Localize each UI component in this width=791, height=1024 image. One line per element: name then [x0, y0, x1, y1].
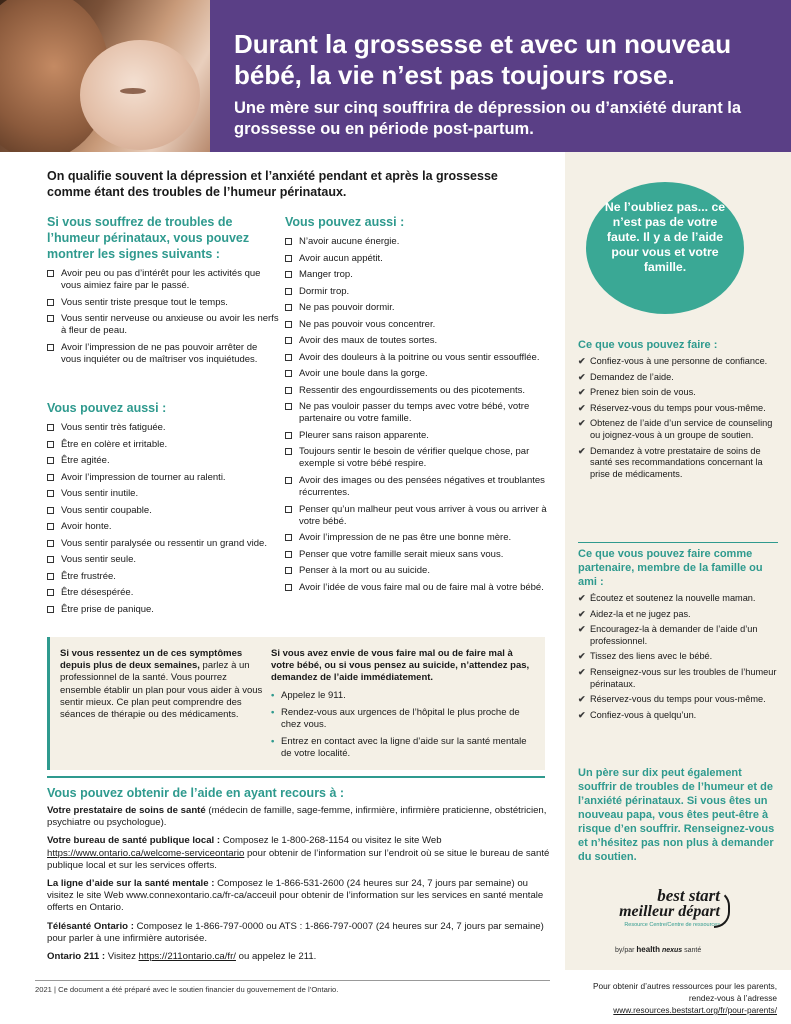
list-item: ✔ Confiez-vous à quelqu’un.: [578, 709, 697, 720]
checkbox-icon: [285, 370, 292, 377]
bullet-icon: •: [271, 736, 275, 748]
intro-text: On qualifie souvent la dépression et l’anxiété pendant et après la grossesse comme étant des troubles de l’humeur périnataux.: [47, 169, 498, 199]
list-item: ✔ Demandez à votre prestataire de soins de santé ses recommandations concernant la prise de médicaments.: [578, 445, 763, 479]
checkbox-icon: [285, 432, 292, 439]
list-item: Être frustrée.: [47, 571, 279, 583]
alert-right-bold: Si vous avez envie de vous faire mal ou de faire mal à votre bébé, ou si vous pensez au suicide, n’attendez pas, demandez de l’aide immédiatement.: [271, 648, 530, 684]
resource-item: Votre bureau de santé publique local : Composez le 1-800-268-1154 ou visitez le site Web https://www.ontario.ca/welcome-serviceontario pour obtenir de l’information sur l’endroit où se situe le bureau de santé publique local et sur les services offerts.: [47, 835, 550, 871]
list-item: Avoir l’impression de ne pas pouvoir arrêter de vous inquiéter ou de maîtriser vos inquiétudes.: [47, 342, 279, 366]
checkbox-icon: [285, 288, 292, 295]
best-start-logo: best start meilleur départ Resource Centre/Centre de ressources: [619, 886, 720, 928]
checkbox-icon: [47, 540, 54, 547]
checkbox-icon: [285, 238, 292, 245]
list-item: ✔ Confiez-vous à une personne de confiance.: [578, 356, 768, 366]
checkbox-icon: [47, 474, 54, 481]
footer-note: 2021 | Ce document a été préparé avec le soutien financier du gouvernement de l’Ontario.: [35, 985, 339, 994]
resource-item: Votre prestataire de soins de santé (médecin de famille, sage-femme, infirmière, infirmière praticienne, obstétricien, psychiatre ou psychologue).: [47, 805, 547, 829]
list-item: Avoir une boule dans la gorge.: [285, 368, 547, 380]
page-title: Durant la grossesse et avec un nouveau bébé, la vie n’est pas toujours rose.: [234, 29, 732, 90]
list-item: Vous sentir nerveuse ou anxieuse ou avoir les nerfs à fleur de peau.: [47, 313, 279, 337]
resources-list: [47, 805, 552, 969]
resources-heading: Vous pouvez obtenir de l’aide en ayant recours à :: [47, 786, 345, 800]
connexontario-link[interactable]: www.connexontario.ca/fr-ca/acceuil: [126, 890, 277, 902]
checkmark-icon: ✔: [578, 371, 586, 382]
checkmark-icon: ✔: [578, 709, 586, 720]
partner-list: [578, 593, 778, 721]
list-item: Ne pas vouloir passer du temps avec votre bébé, votre partenaire ou votre famille.: [285, 401, 547, 425]
checkbox-icon: [285, 551, 292, 558]
list-item: Avoir peu ou pas d’intérêt pour les activités que vous aimiez faire par le passé.: [47, 268, 279, 292]
alert-left: [60, 648, 265, 721]
list-item: Ne pas pouvoir vous concentrer.: [285, 319, 547, 331]
list-item: Penser qu’un malheur peut vous arriver à vous ou arriver à votre bébé.: [285, 504, 547, 528]
checkbox-icon: [47, 299, 54, 306]
checkbox-icon: [285, 271, 292, 278]
checkbox-icon: [285, 567, 292, 574]
checkbox-icon: [47, 270, 54, 277]
checkmark-icon: ✔: [578, 418, 586, 429]
do-list: [578, 356, 778, 480]
list-item: Être en colère et irritable.: [47, 439, 279, 451]
list-item: • Rendez-vous aux urgences de l’hôpital le plus proche de chez vous.: [271, 706, 520, 731]
health-nexus-logo: by/par health nexus santé: [615, 945, 702, 954]
also-section-1: [47, 400, 279, 620]
list-item: Avoir des images ou des pensées négatives et troublantes récurrentes.: [285, 475, 547, 499]
list-item: Vous sentir coupable.: [47, 505, 279, 517]
list-item: Avoir honte.: [47, 521, 279, 533]
list-item: Avoir des maux de toutes sortes.: [285, 335, 547, 347]
checkmark-icon: ✔: [578, 624, 586, 635]
checkbox-icon: [285, 387, 292, 394]
partner-section: [578, 547, 778, 725]
list-item: Avoir l’idée de vous faire mal ou de faire mal à votre bébé.: [285, 582, 547, 594]
checkmark-icon: ✔: [578, 666, 586, 677]
checkmark-icon: ✔: [578, 356, 586, 366]
list-item: Ressentir des engourdissements ou des picotements.: [285, 385, 547, 397]
checkbox-icon: [47, 457, 54, 464]
symptoms-list: [47, 268, 279, 366]
list-item: N’avoir aucune énergie.: [285, 236, 547, 248]
symptoms-heading: Si vous souffrez de troubles de l’humeur périnataux, vous pouvez montrer les signes suivants :: [47, 215, 250, 261]
do-heading: Ce que vous pouvez faire :: [578, 339, 718, 351]
211ontario-link[interactable]: https://211ontario.ca/fr/: [138, 951, 236, 963]
checkbox-icon: [285, 403, 292, 410]
checkbox-icon: [285, 477, 292, 484]
list-item: Pleurer sans raison apparente.: [285, 430, 547, 442]
emergency-list: [271, 690, 536, 761]
checkmark-icon: ✔: [578, 651, 586, 662]
partner-heading: Ce que vous pouvez faire comme partenaire, membre de la famille ou ami :: [578, 548, 763, 588]
alert-right: [271, 648, 536, 766]
checkbox-icon: [285, 321, 292, 328]
checkmark-icon: ✔: [578, 608, 586, 619]
divider: [47, 776, 545, 778]
checkmark-icon: ✔: [578, 445, 586, 456]
bullet-icon: •: [271, 706, 275, 718]
also-heading-2: Vous pouvez aussi :: [285, 215, 405, 229]
reminder-text: Ne l’oubliez pas... ce n’est pas de votre faute. Il y a de l’aide pour vous et votre famille.: [604, 200, 726, 274]
list-item: Vous sentir triste presque tout le temps.: [47, 297, 279, 309]
checkbox-icon: [285, 255, 292, 262]
checkbox-icon: [47, 315, 54, 322]
alert-left-bold: Si vous ressentez un de ces symptômes depuis plus de deux semaines,: [60, 648, 243, 672]
list-item: Vous sentir inutile.: [47, 488, 279, 500]
list-item: Vous sentir très fatiguée.: [47, 422, 279, 434]
list-item: Manger trop.: [285, 269, 547, 281]
what-you-can-do: [578, 338, 778, 484]
checkbox-icon: [285, 304, 292, 311]
list-item: Vous sentir seule.: [47, 554, 279, 566]
list-item: • Appelez le 911.: [271, 689, 346, 701]
resource-item: Ontario 211 : Visitez https://211ontario.ca/fr/ ou appelez le 211.: [47, 951, 317, 963]
also-heading-1: Vous pouvez aussi :: [47, 401, 167, 415]
alert-left-text: parlez à un professionnel de la santé. Vous pourrez ensemble établir un plan pour vous aider à vous sentir mieux. Ce plan peut comprendre des séances de thérapie ou des médicaments.: [60, 660, 263, 721]
also-section-2: [285, 214, 547, 598]
sidebar-divider: [578, 542, 778, 543]
list-item: Ne pas pouvoir dormir.: [285, 302, 547, 314]
list-item: ✔ Renseignez-vous sur les troubles de l’humeur périnataux.: [578, 666, 777, 689]
checkbox-icon: [285, 337, 292, 344]
page-subtitle: Une mère sur cinq souffrira de dépression ou d’anxiété durant la grossesse ou en période post-partum.: [234, 99, 742, 138]
more-resources: Pour obtenir d’autres ressources pour les parents, rendez-vous à l’adresse www.resources.beststart.org/fr/pour-parents/: [592, 981, 777, 1015]
bullet-icon: •: [271, 689, 275, 701]
list-item: Être prise de panique.: [47, 604, 279, 616]
resource-item: Télésanté Ontario : Composez le 1-866-797-0000 ou ATS : 1-866-797-0007 (24 heures sur 24, 7 jours par semaine) pour parler à une infirmière autorisée.: [47, 920, 544, 944]
resource-item: La ligne d’aide sur la santé mentale : Composez le 1-866-531-2600 (24 heures sur 24, 7 jours par semaine) ou visitez le site Web www.connexontario.ca/fr-ca/acceuil pour obtenir de l’information sur les services en santé mentale offerts en Ontario.: [47, 878, 544, 914]
symptoms-section: [47, 214, 279, 371]
checkbox-icon: [285, 534, 292, 541]
serviceontario-link[interactable]: https://www.ontario.ca/welcome-serviceontario: [47, 847, 245, 859]
checkbox-icon: [47, 606, 54, 613]
list-item: Vous sentir paralysée ou ressentir un grand vide.: [47, 538, 279, 550]
checkbox-icon: [285, 354, 292, 361]
list-item: Avoir aucun appétit.: [285, 253, 547, 265]
list-item: ✔ Aidez-la et ne jugez pas.: [578, 608, 691, 619]
checkmark-icon: ✔: [578, 387, 586, 398]
list-item: ✔ Prenez bien soin de vous.: [578, 387, 696, 398]
list-item: Dormir trop.: [285, 286, 547, 298]
list-item: Être agitée.: [47, 455, 279, 467]
checkmark-icon: ✔: [578, 593, 586, 603]
checkbox-icon: [47, 589, 54, 596]
footer-divider: [35, 980, 550, 981]
list-item: ✔ Réservez-vous du temps pour vous-même.: [578, 694, 766, 705]
list-item: Être désespérée.: [47, 587, 279, 599]
list-item: Avoir des douleurs à la poitrine ou vous sentir essoufflée.: [285, 352, 547, 364]
also-list-2: [285, 236, 547, 594]
list-item: ✔ Demandez de l’aide.: [578, 371, 674, 382]
list-item: • Entrez en contact avec la ligne d’aide sur la santé mentale de votre localité.: [271, 736, 527, 760]
beststart-link[interactable]: www.resources.beststart.org/fr/pour-parents/: [613, 1005, 777, 1015]
checkbox-icon: [47, 573, 54, 580]
checkbox-icon: [47, 507, 54, 514]
checkbox-icon: [47, 424, 54, 431]
list-item: Toujours sentir le besoin de vérifier quelque chose, par exemple si votre bébé respire.: [285, 446, 547, 470]
list-item: Avoir l’impression de tourner au ralenti.: [47, 472, 279, 484]
checkbox-icon: [285, 584, 292, 591]
list-item: ✔ Réservez-vous du temps pour vous-même.: [578, 402, 766, 413]
list-item: ✔ Écoutez et soutenez la nouvelle maman.: [578, 593, 756, 603]
list-item: ✔ Tissez des liens avec le bébé.: [578, 651, 713, 662]
checkbox-icon: [47, 523, 54, 530]
checkbox-icon: [47, 344, 54, 351]
fathers-note: Un père sur dix peut également souffrir de troubles de l’humeur et de l’anxiété périnataux. Si vous êtes un nouveau papa, vous êtes peut-être à risque d’en souffrir. Renseignez-vous et n’hésitez pas non plus à demander du soutien.: [578, 767, 775, 863]
list-item: ✔ Obtenez de l’aide d’un service de counseling ou joignez-vous à un groupe de soutien.: [578, 418, 773, 440]
checkbox-icon: [47, 556, 54, 563]
checkbox-icon: [285, 448, 292, 455]
list-item: Penser à la mort ou au suicide.: [285, 565, 547, 577]
list-item: Avoir l’impression de ne pas être une bonne mère.: [285, 532, 547, 544]
list-item: ✔ Encouragez-la à demander de l’aide d’un professionnel.: [578, 624, 758, 646]
checkbox-icon: [47, 441, 54, 448]
checkbox-icon: [47, 490, 54, 497]
also-list-1: [47, 422, 279, 616]
checkmark-icon: ✔: [578, 694, 586, 705]
mother-baby-photo: [0, 0, 210, 152]
list-item: Penser que votre famille serait mieux sans vous.: [285, 549, 547, 561]
checkbox-icon: [285, 506, 292, 513]
checkmark-icon: ✔: [578, 402, 586, 413]
